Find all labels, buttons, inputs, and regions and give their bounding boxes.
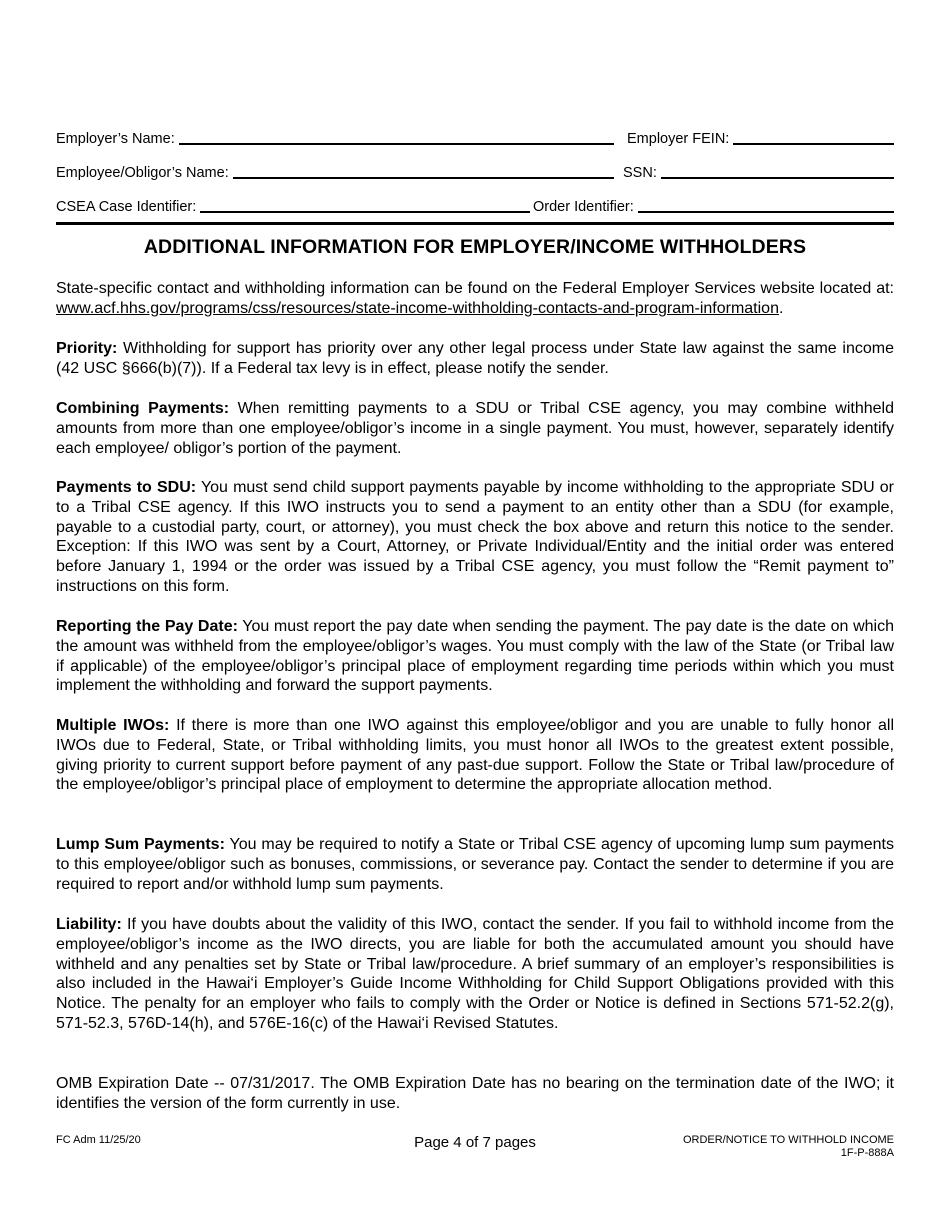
order-identifier-line[interactable] xyxy=(638,195,894,213)
header-row-employer xyxy=(56,126,894,148)
employee-name-label: Employee/Obligor’s Name: xyxy=(56,165,229,181)
employer-name-line[interactable] xyxy=(179,127,614,145)
employer-fein-label: Employer FEIN: xyxy=(627,131,730,147)
section-combining-payments xyxy=(56,399,894,458)
section-body: When remitting payments to a SDU or Tribal CSE agency, you may combine withheld amounts from more than one employee/obligor’s income in a single payment. You must, however, separately identify each employee/ obligor’s portion of the payment. xyxy=(56,400,895,457)
section-liability xyxy=(56,915,894,1034)
section-reporting-pay-date xyxy=(56,617,894,696)
ssn-label: SSN: xyxy=(623,165,657,181)
intro-text: State-specific contact and withholding information can be found on the Federal Employer Services website located at: xyxy=(56,280,894,297)
section-body: You must send child support payments payable by income withholding to the appropriate SDU or to a Tribal CSE agency. If this IWO instructs you to send a payment to an entity other than a SDU (for example, payable to a custodial party, court, or attorney), you must check the box above and return this notice to the sender. Exception: If this IWO was sent by a Court, Attorney, or Private Individual/Entity and the initial order was entered before January 1, 1994 or the order was issued by a Tribal CSE agency, you must follow the “Remit payment to” instructions on this form. xyxy=(56,479,895,595)
csea-case-label: CSEA Case Identifier: xyxy=(56,199,197,215)
order-identifier-label: Order Identifier: xyxy=(533,199,634,215)
form-page xyxy=(56,0,894,1230)
ssn-line[interactable] xyxy=(661,161,894,179)
employer-fein-field[interactable] xyxy=(627,126,894,148)
section-heading: Combining Payments: xyxy=(56,400,230,417)
section-body: Withholding for support has priority over any other legal process under State law against the same income (42 USC §666(b)(7)). If a Federal tax levy is in effect, please notify the sender. xyxy=(56,340,894,377)
employer-name-field[interactable] xyxy=(56,126,614,148)
section-heading: Priority: xyxy=(56,340,118,357)
header-row-employee xyxy=(56,160,894,182)
csea-case-field[interactable] xyxy=(56,194,530,216)
csea-case-line[interactable] xyxy=(200,195,530,213)
footer-form-title-line1: ORDER/NOTICE TO WITHHOLD INCOME xyxy=(682,1134,894,1146)
employee-name-field[interactable] xyxy=(56,160,614,182)
header-divider xyxy=(56,222,894,225)
federal-employer-services-link[interactable]: www.acf.hhs.gov/programs/css/resources/state-income-withholding-contacts-and-program-information xyxy=(56,299,779,317)
footer-form-number: 1F-P-888A xyxy=(840,1147,894,1159)
section-body: If there is more than one IWO against this employee/obligor and you are unable to fully honor all IWOs due to Federal, State, or Tribal withholding limits, you must honor all IWOs to the greatest extent possible, giving priority to current support before payment of any past-due support. Follow the State or Tribal law/procedure of the employee/obligor’s principal place of employment to determine the appropriate allocation method. xyxy=(56,717,894,794)
section-heading: Reporting the Pay Date: xyxy=(56,618,238,635)
employer-name-label: Employer’s Name: xyxy=(56,131,175,147)
section-body: You must report the pay date when sending the payment. The pay date is the date on which the amount was withheld from the employee/obligor’s wages. You must comply with the law of the State (or Tribal law if applicable) of the employee/obligor’s principal place of employment regarding time periods within which you must implement the withholding and forward the support payments. xyxy=(56,618,894,695)
section-priority xyxy=(56,339,894,379)
employer-fein-line[interactable] xyxy=(733,127,894,145)
section-payments-to-sdu xyxy=(56,478,894,597)
section-lump-sum-payments xyxy=(56,835,894,894)
order-identifier-field[interactable] xyxy=(533,194,894,216)
intro-end: . xyxy=(778,299,784,317)
section-multiple-iwos xyxy=(56,716,894,795)
section-heading: Lump Sum Payments: xyxy=(56,836,225,853)
page-title: ADDITIONAL INFORMATION FOR EMPLOYER/INCOME WITHHOLDERS xyxy=(143,236,807,258)
section-body: If you have doubts about the validity of this IWO, contact the sender. If you fail to withhold income from the employee/obligor’s income as the IWO directs, you are liable for both the accumulated amount you should have withheld and any penalties set by State or Tribal law/procedure. A brief summary of an employer’s responsibilities is also included in the Hawai‘i Employer’s Guide Income Withholding for Child Support Obligations provided with this Notice. The penalty for an employer who fails to comply with the Order or Notice is defined in Sections 571-52.2(g), 571-52.3, 576D-14(h), and 576E-16(c) of the Hawai‘i Revised Statutes. xyxy=(56,916,894,1032)
section-heading: Payments to SDU: xyxy=(56,479,197,496)
ssn-field[interactable] xyxy=(623,160,894,182)
footer-form-title xyxy=(683,1134,894,1160)
section-body: You may be required to notify a State or Tribal CSE agency of upcoming lump sum payments to this employee/obligor such as bonuses, commissions, or severance pay. Contact the sender to determine if you are required to report and/or withhold lump sum payments. xyxy=(56,836,895,893)
omb-note: OMB Expiration Date -- 07/31/2017. The OMB Expiration Date has no bearing on the termination date of the IWO; it identifies the version of the form currently in use. xyxy=(56,1075,894,1112)
header-row-case xyxy=(56,194,894,216)
footer-form-id: FC Adm 11/25/20 xyxy=(56,1134,141,1146)
intro-paragraph xyxy=(56,279,894,319)
section-heading: Multiple IWOs: xyxy=(56,717,170,734)
section-heading: Liability: xyxy=(56,916,122,933)
employee-name-line[interactable] xyxy=(233,161,614,179)
footer-page-number: Page 4 of 7 pages xyxy=(414,1134,536,1151)
